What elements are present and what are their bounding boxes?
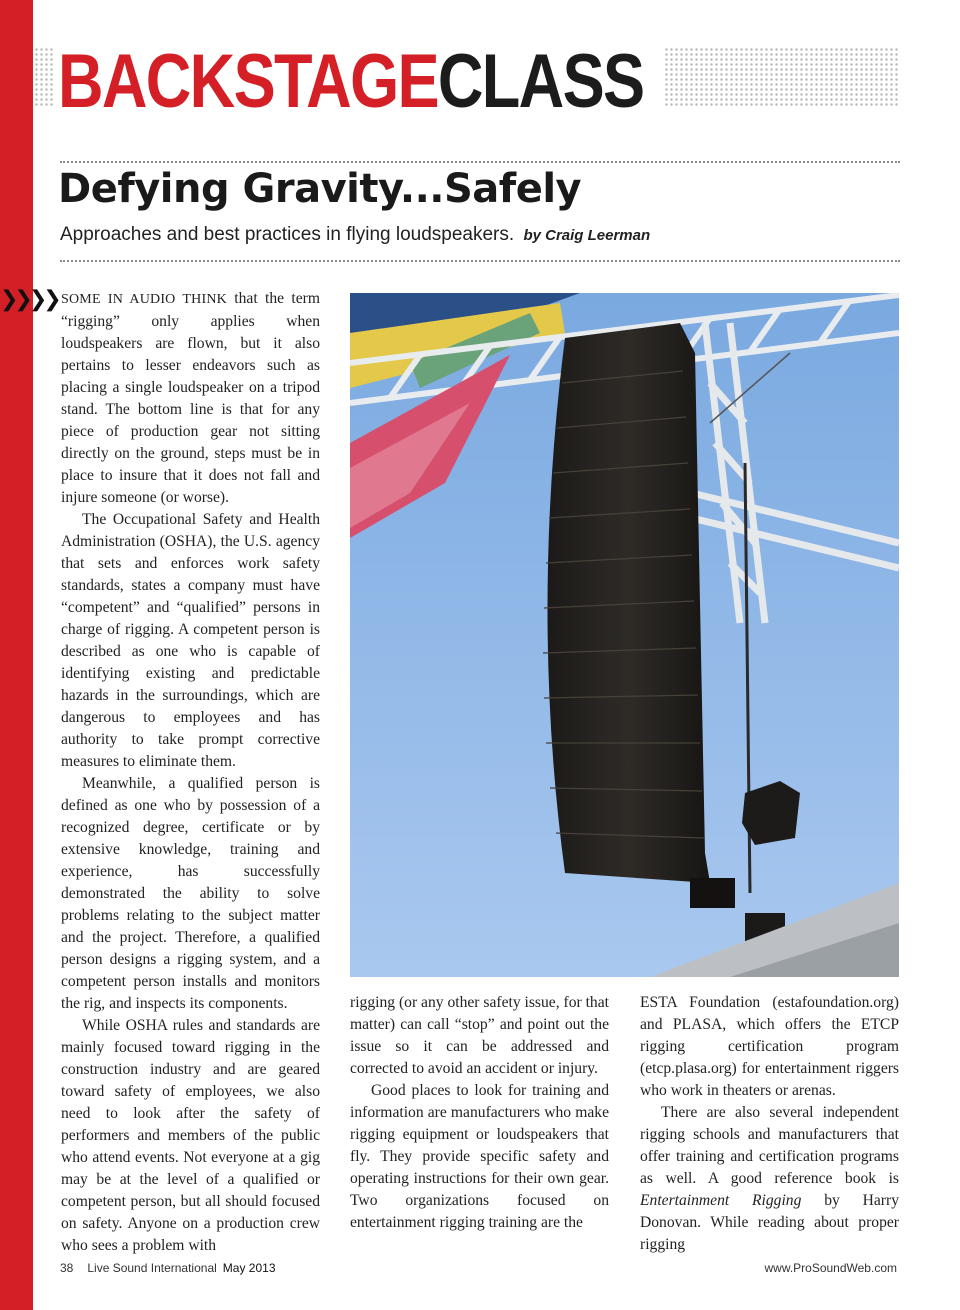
paragraph	[640, 1102, 899, 1256]
red-margin-bar	[0, 0, 33, 1310]
paragraph-text: that the term “rigging” only applies when loudspeakers are flown, but it also pertains to lesser endeavors such as placing a single loudspeaker on a tripod stand. The bottom line is that for any piece of production gear not sitting directly on the ground, steps must be in place to insure that it does not fall and injure someone (or worse).	[61, 290, 320, 506]
paragraph: Good places to look for training and information are manufacturers who make rigging equipment or loudspeakers that fly. They provide specific safety and operating instructions for their own gear. Two organizations focused on entertainment rigging training are the	[350, 1082, 609, 1231]
article-byline: by Craig Leerman	[523, 227, 651, 244]
paragraph: While OSHA rules and standards are mainly focused toward rigging in the construction industry and are geared toward safety of employees, we also need to look after the safety of performers and members of the public who attend events. Not everyone at a gig may be at the level of a qualified or competent person, but all should focused on safety. Anyone on a production crew who sees a problem with	[61, 1017, 320, 1254]
top-divider	[60, 161, 900, 163]
page-number: 38	[60, 1261, 74, 1275]
issue-date: May 2013	[222, 1261, 276, 1275]
lead-in-caps: SOME IN AUDIO THINK	[61, 292, 227, 307]
article-subtitle-line	[60, 224, 650, 246]
paragraph	[61, 288, 320, 509]
masthead-word-backstage: BACKSTAGE	[58, 39, 438, 124]
body-column-3	[640, 992, 899, 1256]
footer-left	[60, 1261, 276, 1275]
article-title: Defying Gravity...Safely	[58, 166, 582, 212]
paragraph-text: by Harry Donovan. While reading about proper rigging	[640, 1192, 899, 1253]
article-subtitle: Approaches and best practices in flying loudspeakers.	[60, 224, 515, 245]
masthead-dot-pattern-left	[34, 47, 54, 107]
masthead-word-class: CLASS	[437, 39, 644, 124]
bottom-divider	[60, 260, 900, 262]
line-array-photo	[350, 293, 899, 977]
body-column-1	[61, 288, 320, 1257]
chevrons-icon: ❯❯❯❯	[0, 287, 58, 312]
paragraph: rigging (or any other safety issue, for that matter) can call “stop” and point out the issue so it can be addressed and corrected to avoid an accident or injury.	[350, 994, 609, 1077]
masthead-dot-pattern-right	[664, 47, 900, 107]
paragraph: ESTA Foundation (estafoundation.org) and PLASA, which offers the ETCP rigging certification program (etcp.plasa.org) for entertainment riggers who work in theaters or arenas.	[640, 994, 899, 1099]
body-column-2	[350, 992, 609, 1234]
paragraph: The Occupational Safety and Health Administration (OSHA), the U.S. agency that sets and enforces work safety standards, states a company must have “competent” and “qualified” persons in charge of rigging. A competent person is described as one who is capable of identifying existing and predictable hazards in the surroundings, which are dangerous to employees and has authority to take prompt corrective measures to eliminate them.	[61, 511, 320, 770]
paragraph-text: There are also several independent rigging schools and manufacturers that offer training and certification programs as well. A good reference book is	[640, 1104, 899, 1187]
publication-name: Live Sound International	[87, 1261, 217, 1275]
book-title: Entertainment Rigging	[640, 1192, 802, 1209]
footer-website[interactable]: www.ProSoundWeb.com	[764, 1261, 897, 1275]
section-masthead	[58, 40, 643, 124]
paragraph: Meanwhile, a qualified person is defined as one who by possession of a recognized degree, certificate or by extensive knowledge, training and experience, has successfully demonstrated the ability to solve problems relating to the subject matter and the project. Therefore, a qualified person designs a rigging system, and a competent person installs and monitors the rig, and inspects its components.	[61, 775, 320, 1012]
